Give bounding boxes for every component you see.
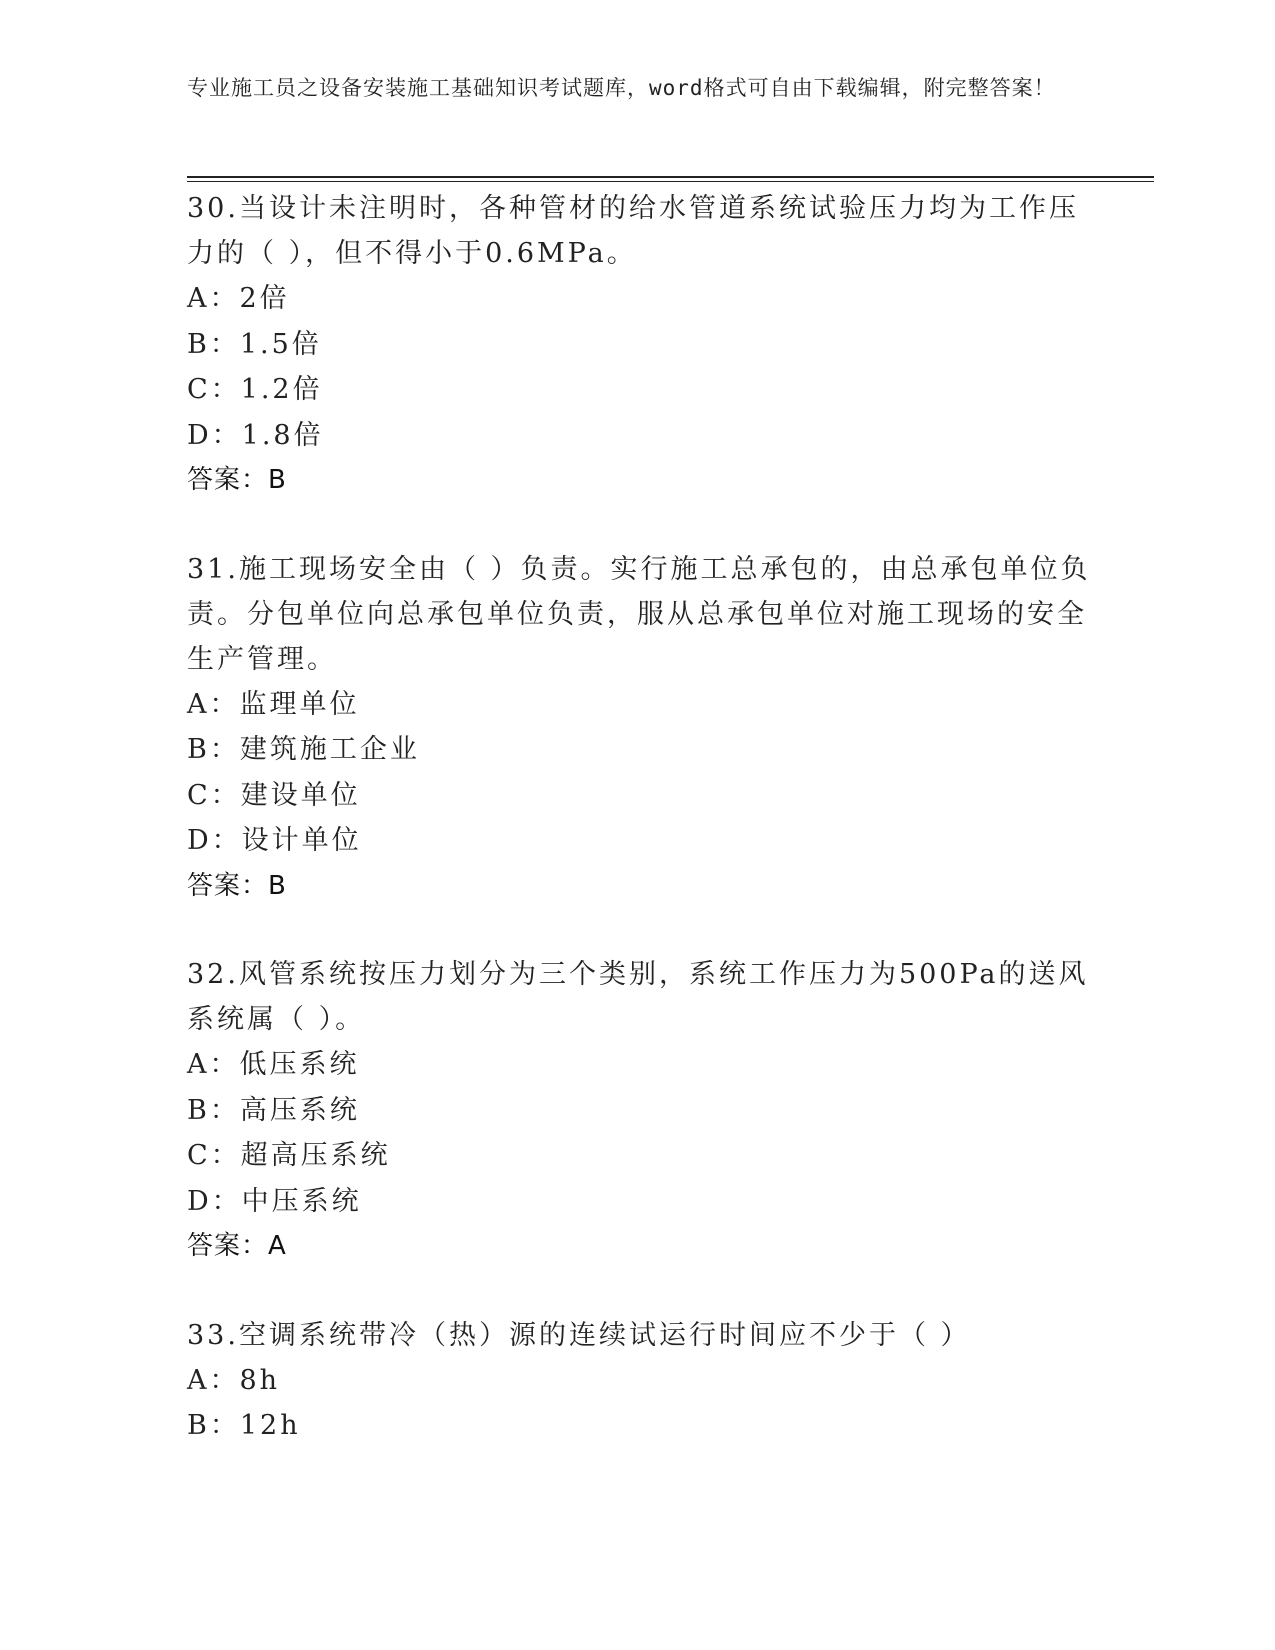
question-33 [187, 1313, 1097, 1449]
question-32 [187, 952, 1097, 1270]
answer-line: 答案：B [187, 465, 287, 495]
option-a: A：2倍 [187, 283, 290, 314]
question-31 [187, 547, 1097, 910]
option-a: A：监理单位 [187, 688, 360, 720]
question-stem: 33.空调系统带冷（热）源的连续试运行时间应不少于（ ） [187, 1319, 971, 1351]
option-b: B：高压系统 [187, 1094, 360, 1126]
option-c: C：建设单位 [187, 779, 361, 811]
option-a: A：8h [187, 1364, 281, 1396]
question-gap [187, 504, 1097, 547]
option-a: A：低压系统 [187, 1049, 360, 1080]
option-b: B：1.5倍 [187, 328, 322, 360]
option-d: D：1.8倍 [187, 419, 324, 451]
option-d: D：设计单位 [187, 825, 362, 856]
question-gap [187, 1270, 1097, 1313]
option-b: B：12h [187, 1410, 301, 1441]
option-d: D：中压系统 [187, 1185, 362, 1217]
answer-line: 答案：A [187, 1231, 287, 1261]
option-c: C：超高压系统 [187, 1140, 391, 1171]
option-b: B：建筑施工企业 [187, 734, 420, 765]
question-stem: 32.风管系统按压力划分为三个类别，系统工作压力为500Pa的送风系统属（ ）。 [187, 959, 1089, 1035]
header-divider-thin [187, 181, 1154, 182]
answer-line: 答案：B [187, 870, 287, 901]
question-stem: 30.当设计未注明时，各种管材的给水管道系统试验压力均为工作压力的（ ），但不得小于0.6MPa。 [187, 193, 1079, 269]
question-gap [187, 909, 1097, 952]
header-divider-thick [187, 176, 1154, 178]
question-list [187, 186, 1097, 1449]
question-stem: 31.施工现场安全由（ ）负责。实行施工总承包的，由总承包单位负责。分包单位向总承包单位负责，服从总承包单位对施工现场的安全生产管理。 [187, 553, 1091, 675]
question-30 [187, 186, 1097, 504]
option-c: C：1.2倍 [187, 374, 323, 405]
document-header: 专业施工员之设备安装施工基础知识考试题库，word格式可自由下载编辑，附完整答案！ [187, 76, 1056, 100]
